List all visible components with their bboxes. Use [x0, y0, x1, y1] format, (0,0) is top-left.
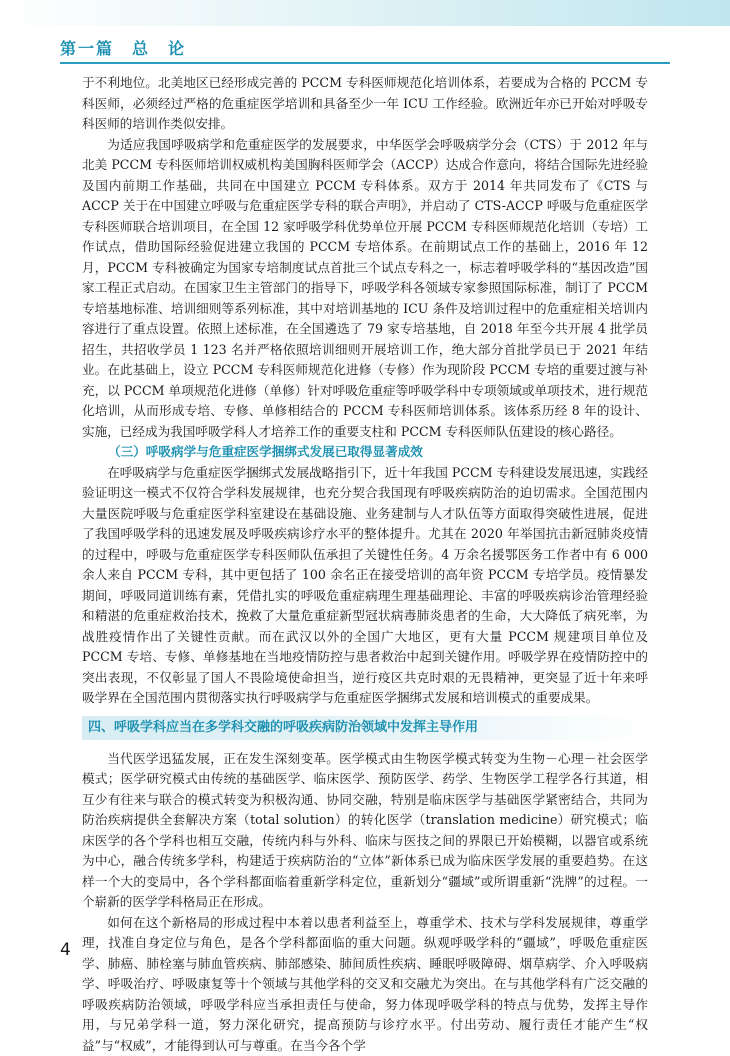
section-heading: 四、呼吸学科应当在多学科交融的呼吸疾病防治领域中发挥主导作用 [82, 716, 648, 740]
subheading: （三）呼吸病学与危重症医学捆绑式发展已取得显著成效 [82, 442, 648, 463]
body-paragraph: 当代医学迅猛发展，正在发生深刻变革。医学模式由生物医学模式转变为生物－心理－社会医学模式；医学研究模式由传统的基础医学、临床医学、预防医学、药学、生物医学工程学各行其道，相互少有往来与联合的模式转变为积极沟通、协同交融，特别是临床医学与基础医学紧密结合，共同为防治疾病提供全套解决方案（total solution）的转化医学（translation medicine）研究模式；临床医学的各个学科也相互交融，传统内科与外科、临床与医技之间的界限已开始模糊，以器官或系统为中心，融合传统多学科，构建适于疾病防治的“立体”新体系已成为临床医学发展的重要趋势。在这样一个大的变局中，各个学科都面临着重新学科定位，重新划分“疆域”或所谓重新“洗牌”的过程。一个崭新的医学学科格局正在形成。 [82, 749, 648, 913]
body-paragraph: 于不利地位。北美地区已经形成完善的 PCCM 专科医师规范化培训体系，若要成为合格的 PCCM 专科医师，必须经过严格的危重症医学培训和具备至少一年 ICU 工作经验。欧洲近年亦已开始对呼吸专科医师的培训作类似安排。 [82, 73, 648, 135]
page-body [82, 73, 648, 1056]
page-number: 4 [60, 940, 71, 960]
header-rule [60, 62, 670, 64]
body-paragraph: 如何在这个新格局的形成过程中本着以患者利益至上，尊重学术、技术与学科发展规律，尊重学理，找准自身定位与角色，是各个学科都面临的重大问题。纵观呼吸学科的“疆域”，呼吸危重症医学、肺癌、肺栓塞与肺血管疾病、肺部感染、肺间质性疾病、睡眠呼吸障碍、烟草病学、介入呼吸病学、呼吸治疗、呼吸康复等十个领域与其他学科的交叉和交融尤为突出。在与其他学科有广泛交融的呼吸疾病防治领域，呼吸学科应当承担责任与使命，努力体现呼吸学科的特点与优势，发挥主导作用，与兄弟学科一道，努力深化研究，提高预防与诊疗水平。付出劳动、履行责任才能产生“权益”与“权威”，才能得到认可与尊重。在当今各个学 [82, 913, 648, 1056]
body-paragraph: 为适应我国呼吸病学和危重症医学的发展要求，中华医学会呼吸病学分会（CTS）于 2012 年与北美 PCCM 专科医师培训权威机构美国胸科医师学会（ACCP）达成合作意向，将结合国际先进经验及国内前期工作基础，共同在中国建立 PCCM 专科体系。双方于 2014 年共同发布了《CTS 与 ACCP 关于在中国建立呼吸与危重症医学专科的联合声明》，并启动了 CTS-ACCP 呼吸与危重症医学专科医师联合培训项目，在全国 12 家呼吸学科优势单位开展 PCCM 专科医师规范化培训（专培）工作试点，借助国际经验促进建立我国的 PCCM 专培体系。在前期试点工作的基础上，2016 年 12 月，PCCM 专科被确定为国家专培制度试点首批三个试点专科之一，标志着呼吸学科的“基因改造”国家工程正式启动。在国家卫生主管部门的指导下，呼吸学科各领域专家参照国际标准，制订了 PCCM 专培基地标准、培训细则等系列标准，其中对培训基地的 ICU 条件及培训过程中的危重症相关培训内容进行了重点设置。依照上述标准，在全国遴选了 79 家专培基地，自 2018 年至今共开展 4 批学员招生，共招收学员 1 123 名并严格依照培训细则开展培训工作，绝大部分首批学员已于 2021 年结业。在此基础上，设立 PCCM 专科医师规范化进修（专修）作为现阶段 PCCM 专培的重要过渡与补充，以 PCCM 单项规范化进修（单修）针对呼吸危重症等呼吸学科中专项领域或单项技术，进行规范化培训，从而形成专培、专修、单修相结合的 PCCM 专科医师培训体系。该体系历经 8 年的设计、实施，已经成为我国呼吸学科人才培养工作的重要支柱和 PCCM 专科医师队伍建设的核心路径。 [82, 135, 648, 443]
body-paragraph: 在呼吸病学与危重症医学捆绑式发展战略指引下，近十年我国 PCCM 专科建设发展迅速，实践经验证明这一模式不仅符合学科发展规律，也充分契合我国现有呼吸疾病防治的迫切需求。全国范围内大量医院呼吸与危重症医学科室建设在基础设施、业务建制与人才队伍等方面取得突破性进展，促进了我国呼吸学科的迅速发展及呼吸疾病诊疗水平的整体提升。尤其在 2020 年举国抗击新冠肺炎疫情的过程中，呼吸与危重症医学专科医师队伍承担了关键性任务。4 万余名援鄂医务工作者中有 6 000 余人来自 PCCM 专科，其中更包括了 100 余名正在接受培训的高年资 PCCM 专培学员。疫情暴发期间，呼吸同道训练有素，凭借扎实的呼吸危重症病理生理基础理论、丰富的呼吸疾病诊治管理经验和精湛的危重症救治技术，挽救了大量危重症新型冠状病毒肺炎患者的生命，大大降低了病死率，为战胜疫情作出了关键性贡献。而在武汉以外的全国广大地区，更有大量 PCCM 规建项目单位及 PCCM 专培、专修、单修基地在当地疫情防控与患者救治中起到关键作用。呼吸学界在疫情防控中的突出表现，不仅彰显了国人不畏险境使命担当，逆行疫区共克时艰的无畏精神，更突显了近十年来呼吸学界在全国范围内贯彻落实执行呼吸病学与危重症医学捆绑式发展和培训模式的重要成果。 [82, 463, 648, 709]
running-head: 第一篇 总 论 [60, 36, 186, 59]
header-band [0, 0, 730, 26]
